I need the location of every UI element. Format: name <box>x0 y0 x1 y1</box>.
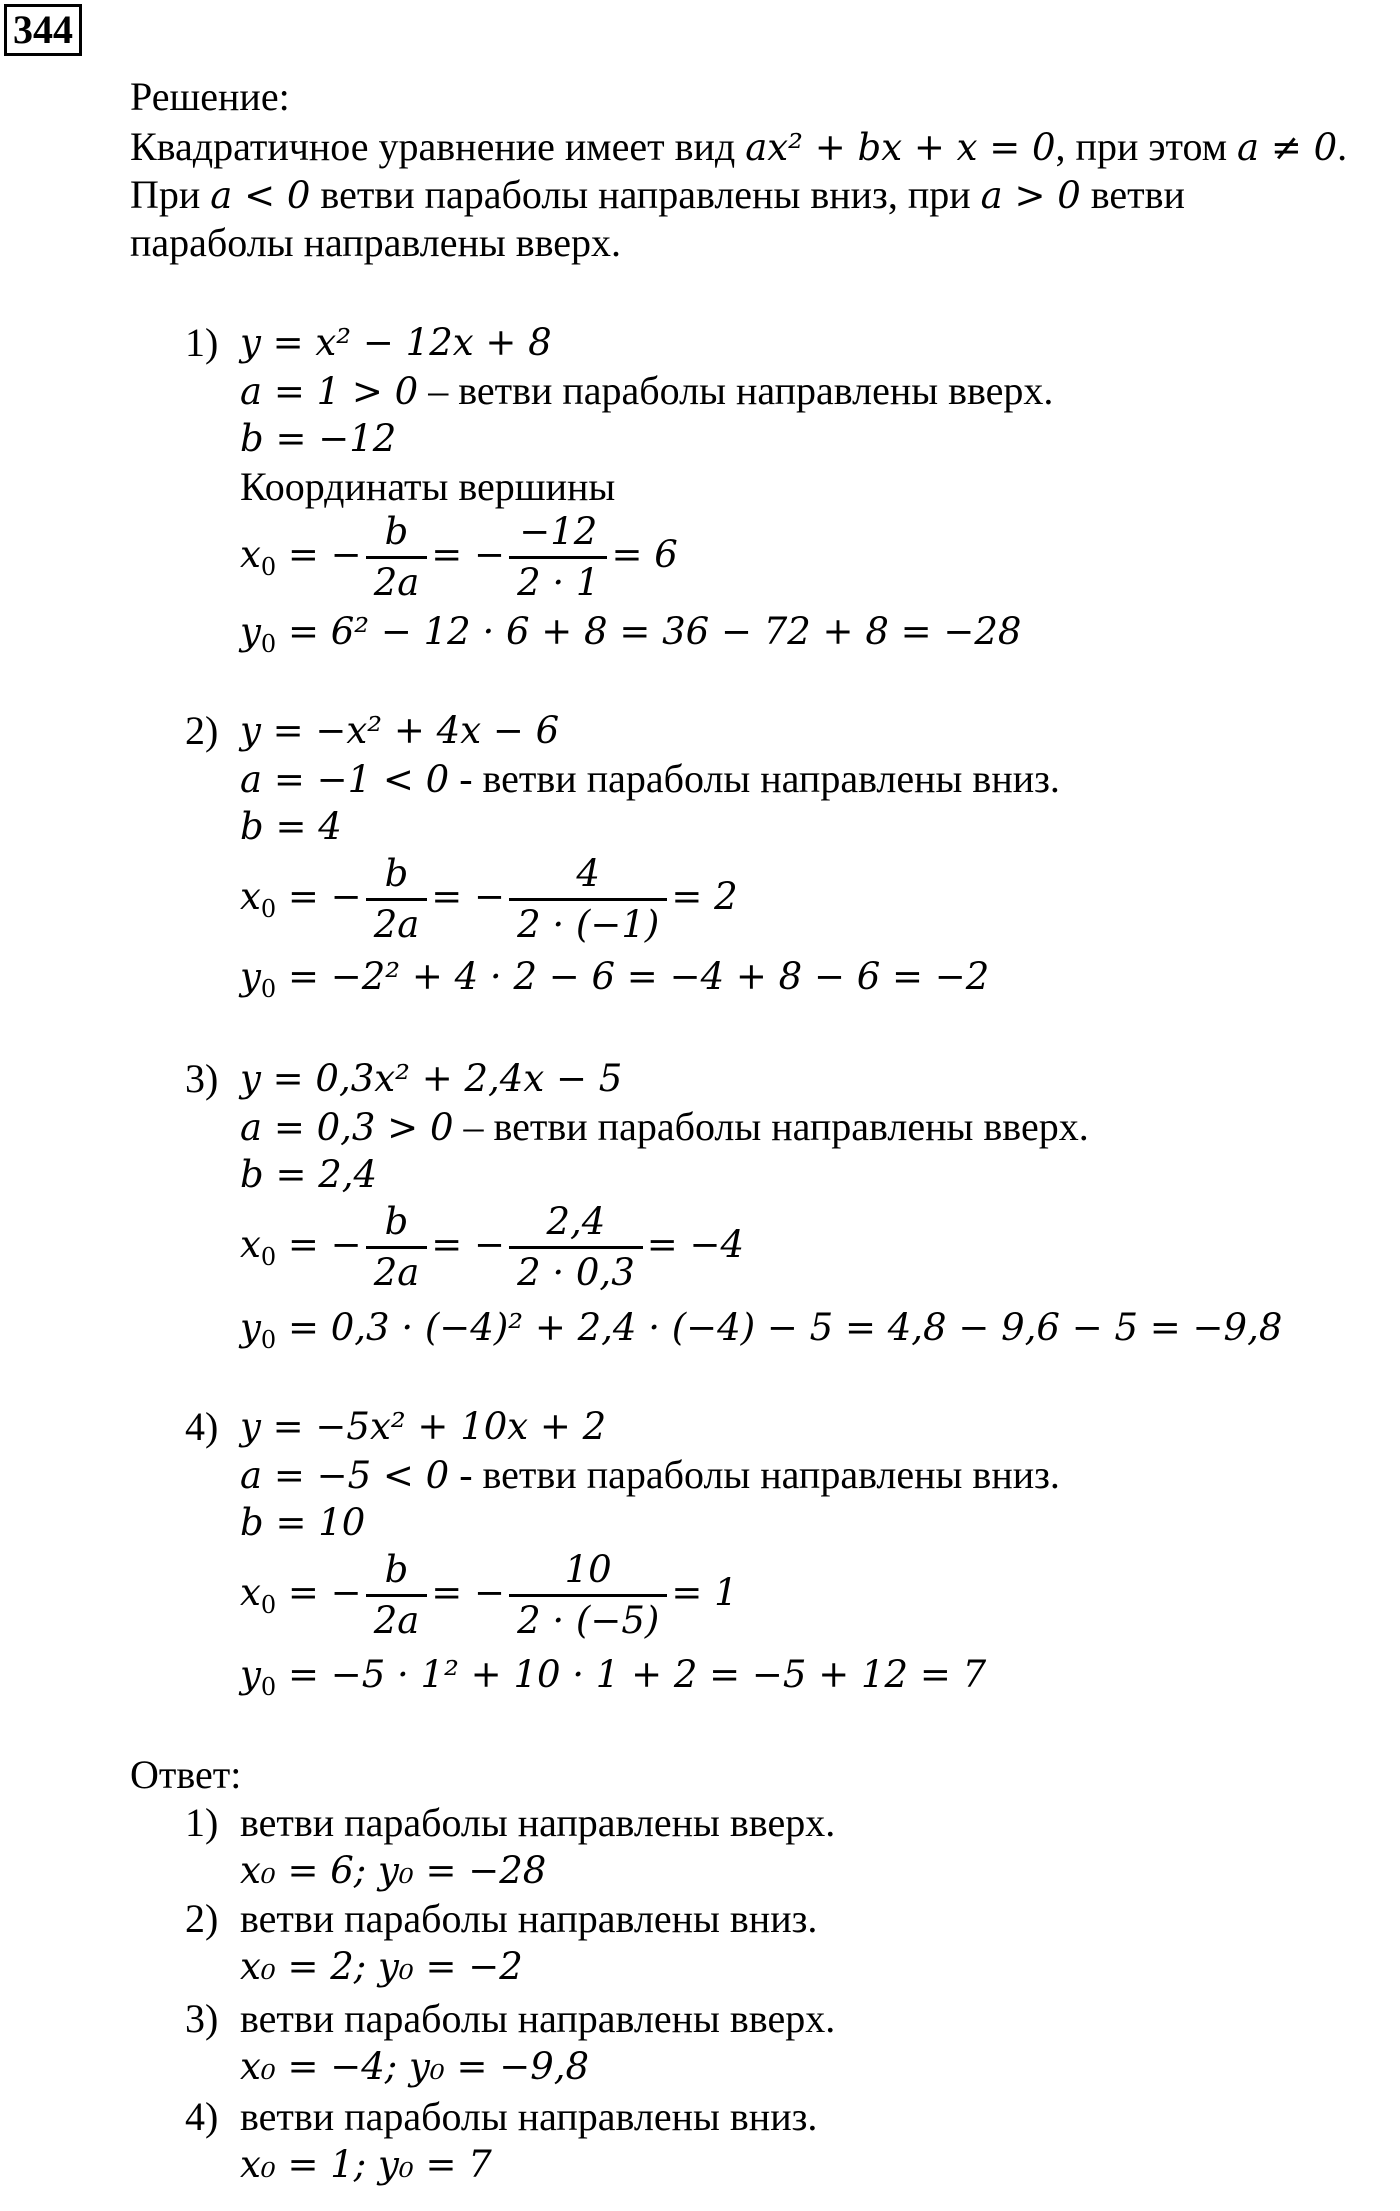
item-4-x0-formula <box>240 1546 738 1645</box>
answer-2-text: ветви параболы направлены вниз. <box>240 1896 818 1941</box>
frac-denominator: 2a <box>366 556 428 607</box>
item-2-y0-line <box>240 952 989 1014</box>
item-4-b-over-2a <box>366 1546 428 1645</box>
intro-a-negative: a < 0 <box>210 174 311 217</box>
item-1-equation: y = x² − 12x + 8 <box>240 321 552 364</box>
answer-1-index: 1) <box>185 1800 219 1845</box>
item-1-x0-symbol: $x_0$ <box>240 533 277 581</box>
item-1-b-line: b = −12 <box>240 417 397 460</box>
item-3-x0-symbol: $x_0$ <box>240 1223 277 1271</box>
intro-line-3: параболы направлены вверх. <box>130 220 622 265</box>
frac-denominator: 2a <box>366 1594 428 1645</box>
item-3-x0-result: = −4 <box>646 1223 745 1266</box>
frac-denominator: 2a <box>366 1246 428 1297</box>
intro-condition: a ≠ 0 <box>1237 126 1338 169</box>
intro-line-1-mid: , при этом <box>1055 124 1238 169</box>
problem-number: 344 <box>4 4 82 56</box>
item-2-y0-text: = −2² + 4 · 2 − 6 = −4 + 8 − 6 = −2 <box>287 955 990 998</box>
item-3-b-over-2a <box>366 1198 428 1297</box>
item-4-index: 4) <box>185 1404 219 1449</box>
intro-line-1 <box>130 122 1347 173</box>
item-2-x0-result: = 2 <box>671 875 738 918</box>
item-3-b-line: b = 2,4 <box>240 1153 378 1196</box>
item-2-equation: y = −x² + 4x − 6 <box>240 709 560 752</box>
item-3-x0-formula <box>240 1198 744 1297</box>
frac-numerator: b <box>384 852 409 895</box>
item-4-y0-symbol: $y_0$ <box>240 1653 277 1701</box>
frac-numerator: b <box>384 1200 409 1243</box>
answer-2-index: 2) <box>185 1896 219 1941</box>
frac-numerator: 4 <box>576 852 600 895</box>
item-2-a-line <box>240 754 1060 805</box>
frac-denominator: 2 · 0,3 <box>509 1246 643 1297</box>
item-1-y0-symbol: $y_0$ <box>240 610 277 658</box>
item-2-index: 2) <box>185 708 219 753</box>
item-3-a-text: – ветви параболы направлены вверх. <box>453 1104 1089 1149</box>
answer-1-values: x₀ = 6; y₀ = −28 <box>240 1849 547 1892</box>
item-2-x0-prefix: = − <box>287 875 362 918</box>
item-1-a-text: – ветви параболы направлены вверх. <box>418 368 1054 413</box>
answer-3-index: 3) <box>185 1996 219 2041</box>
intro-line-2-start: При <box>130 172 211 217</box>
frac-denominator: 2a <box>366 898 428 949</box>
intro-a-positive: a > 0 <box>980 174 1081 217</box>
intro-line-1-text: Квадратичное уравнение имеет вид <box>130 124 746 169</box>
frac-numerator: −12 <box>519 510 598 553</box>
answer-4-values: x₀ = 1; y₀ = 7 <box>240 2143 492 2186</box>
item-4-y0-line <box>240 1650 986 1712</box>
item-1-b-over-2a <box>366 508 428 607</box>
item-1-x0-prefix: = − <box>287 533 362 576</box>
item-2-x0-mid: = − <box>431 875 506 918</box>
frac-denominator: 2 · 1 <box>509 556 607 607</box>
answer-4-text: ветви параболы направлены вниз. <box>240 2094 818 2139</box>
item-2-x0-formula <box>240 850 738 949</box>
frac-denominator: 2 · (−1) <box>509 898 667 949</box>
answer-label: Ответ: <box>130 1752 242 1797</box>
item-4-a-text: - ветви параболы направлены вниз. <box>449 1452 1060 1497</box>
answer-4-index: 4) <box>185 2094 219 2139</box>
item-3-y0-line <box>240 1303 1282 1365</box>
frac-numerator: 10 <box>564 1548 612 1591</box>
item-2-b-line: b = 4 <box>240 805 342 848</box>
frac-numerator: 2,4 <box>546 1200 606 1243</box>
intro-line-1-end: . <box>1337 124 1348 169</box>
frac-numerator: b <box>384 510 409 553</box>
solution-label: Решение: <box>130 74 290 119</box>
item-3-x0-mid: = − <box>431 1223 506 1266</box>
intro-line-2-mid: ветви параболы направлены вниз, при <box>310 172 981 217</box>
item-1-x0-fraction <box>509 508 607 607</box>
item-3-x0-prefix: = − <box>287 1223 362 1266</box>
item-4-x0-mid: = − <box>431 1571 506 1614</box>
item-2-x0-fraction <box>509 850 667 949</box>
item-4-y0-text: = −5 · 1² + 10 · 1 + 2 = −5 + 12 = 7 <box>287 1653 987 1696</box>
item-3-y0-symbol: $y_0$ <box>240 1306 277 1354</box>
answer-1-text: ветви параболы направлены вверх. <box>240 1800 836 1845</box>
item-3-a-value: a = 0,3 > 0 <box>240 1106 454 1149</box>
intro-line-2 <box>130 170 1185 221</box>
item-1-vertex-label: Координаты вершины <box>240 464 616 509</box>
item-3-x0-fraction <box>509 1198 643 1297</box>
item-1-x0-formula <box>240 508 678 607</box>
item-4-b-line: b = 10 <box>240 1501 366 1544</box>
item-1-a-value: a = 1 > 0 <box>240 370 419 413</box>
item-1-index: 1) <box>185 320 219 365</box>
item-2-a-value: a = −1 < 0 <box>240 758 450 801</box>
item-1-x0-mid: = − <box>431 533 506 576</box>
item-4-a-line <box>240 1450 1060 1501</box>
frac-denominator: 2 · (−5) <box>509 1594 667 1645</box>
item-2-b-over-2a <box>366 850 428 949</box>
item-2-y0-symbol: $y_0$ <box>240 955 277 1003</box>
item-1-x0-result: = 6 <box>611 533 678 576</box>
item-4-x0-prefix: = − <box>287 1571 362 1614</box>
answer-3-values: x₀ = −4; y₀ = −9,8 <box>240 2045 590 2088</box>
item-2-a-text: - ветви параболы направлены вниз. <box>449 756 1060 801</box>
item-1-y0-line <box>240 607 1021 669</box>
item-4-x0-result: = 1 <box>671 1571 738 1614</box>
item-4-a-value: a = −5 < 0 <box>240 1454 450 1497</box>
item-3-equation: y = 0,3x² + 2,4x − 5 <box>240 1057 623 1100</box>
intro-line-2-end: ветви <box>1080 172 1185 217</box>
answer-2-values: x₀ = 2; y₀ = −2 <box>240 1945 523 1988</box>
item-3-y0-text: = 0,3 · (−4)² + 2,4 · (−4) − 5 = 4,8 − 9,6 − 5 = −9,8 <box>287 1306 1283 1349</box>
item-1-a-line <box>240 366 1053 417</box>
frac-numerator: b <box>384 1548 409 1591</box>
item-4-equation: y = −5x² + 10x + 2 <box>240 1405 607 1448</box>
item-3-a-line <box>240 1102 1089 1153</box>
item-3-index: 3) <box>185 1056 219 1101</box>
answer-3-text: ветви параболы направлены вверх. <box>240 1996 836 2041</box>
intro-formula: ax² + bx + x = 0 <box>745 126 1056 169</box>
item-2-x0-symbol: $x_0$ <box>240 875 277 923</box>
item-4-x0-fraction <box>509 1546 667 1645</box>
item-4-x0-symbol: $x_0$ <box>240 1571 277 1619</box>
item-1-y0-text: = 6² − 12 · 6 + 8 = 36 − 72 + 8 = −28 <box>287 610 1022 653</box>
